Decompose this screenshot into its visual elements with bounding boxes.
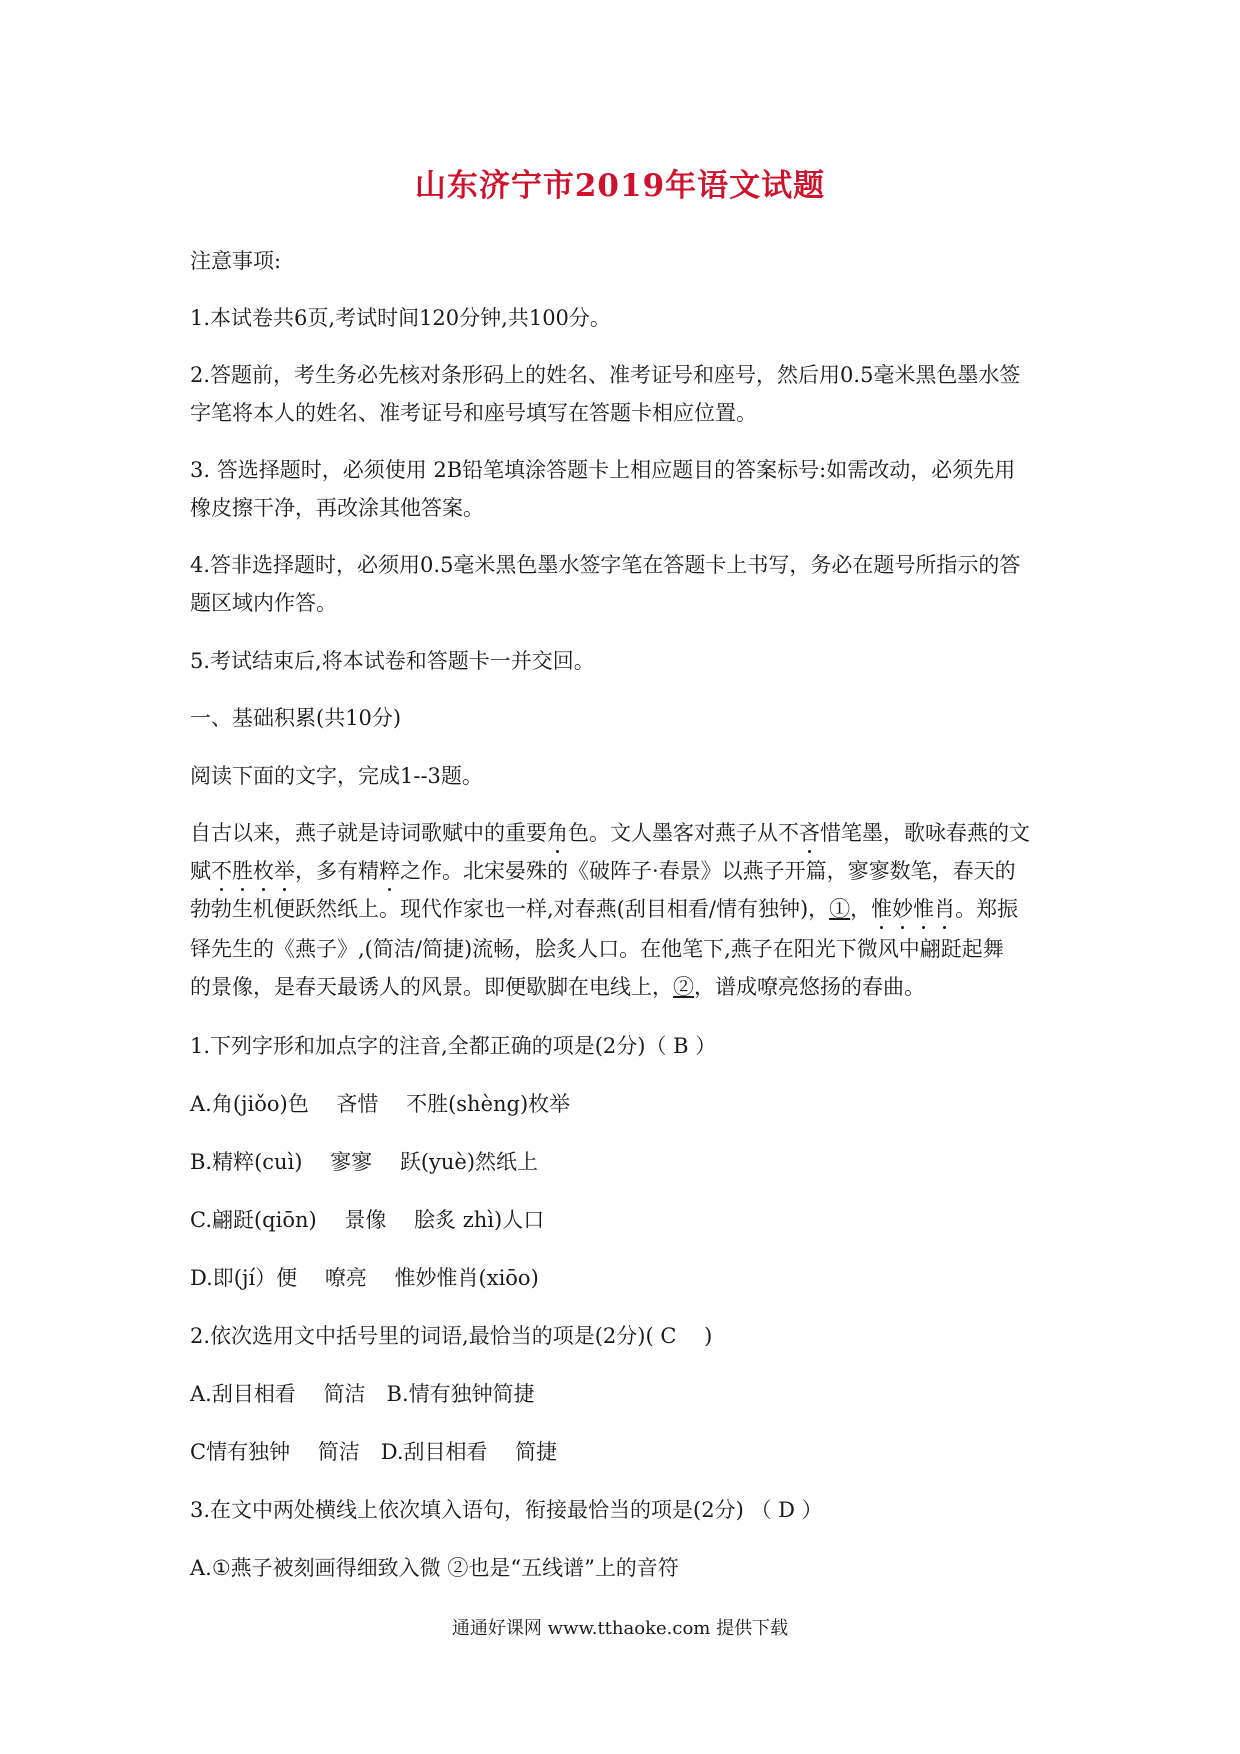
- question-option: C.翩跹(qiōn) 景像 脍炙 zhì)人口: [190, 1208, 545, 1232]
- section-heading: 一、基础积累(共10分): [190, 706, 402, 730]
- passage-line: 赋不胜枚举，多有精粹之作。北宋晏殊的《破阵子·春景》以燕子开篇，寥寥数笔，春天的: [190, 855, 1070, 885]
- dotted-character: 角: [547, 817, 568, 847]
- notice-item: 字笔将本人的姓名、准考证号和座号填写在答题卡相应位置。: [190, 401, 757, 425]
- dotted-character: 肖: [934, 893, 955, 923]
- notice-item: 2.答题前，考生务必先核对条形码上的姓名、准考证号和座号，然后用0.5毫米黑色墨水签: [190, 363, 1021, 387]
- page-title: 山东济宁市2019年语文试题: [414, 168, 826, 204]
- question-option: C情有独钟 简洁 D.刮目相看 简捷: [190, 1440, 558, 1464]
- page-footer: 通通好课网 www.tthaoke.com 提供下载: [451, 1618, 789, 1639]
- passage-line: 的景像，是春天最诱人的风景。即便歇脚在电线上，②，谱成嘹亮悠扬的春曲。: [190, 975, 925, 999]
- dotted-character: 吝: [799, 817, 820, 847]
- passage-line: 自古以来，燕子就是诗词歌赋中的重要角色。文人墨客对燕子从不吝惜笔墨，歌咏春燕的文: [190, 817, 1070, 847]
- question-option: A.角(jiǒo)色 吝惜 不胜(shèng)枚举: [190, 1092, 571, 1116]
- notice-item: 1.本试卷共6页,考试时间120分钟,共100分。: [190, 306, 611, 330]
- dotted-character: 惟: [871, 893, 892, 923]
- dotted-character: 胜: [232, 855, 253, 885]
- notice-item: 3. 答选择题时，必须使用 2B铅笔填涂答题卡上相应题目的答案标号:如需改动，必须先用: [190, 458, 1016, 482]
- dotted-character: 枚: [253, 855, 274, 885]
- dotted-character: 举: [274, 855, 295, 885]
- notice-item: 橡皮擦干净，再改涂其他答案。: [190, 496, 484, 520]
- question-option: B.精粹(cuì) 寥寥 跃(yuè)然纸上: [190, 1150, 539, 1174]
- dotted-character: 惟: [913, 893, 934, 923]
- notice-item: 4.答非选择题时，必须用0.5毫米黑色墨水签字笔在答题卡上书写，务必在题号所指示的答: [190, 553, 1021, 577]
- dotted-character: 妙: [892, 893, 913, 923]
- question-stem: 3.在文中两处横线上依次填入语句，衔接最恰当的项是(2分) （ D ）: [190, 1498, 823, 1522]
- question-stem: 2.依次选用文中括号里的词语,最恰当的项是(2分)( C ): [190, 1324, 713, 1348]
- passage-line: 铎先生的《燕子》,(简洁/简捷)流畅，脍炙人口。在他笔下,燕子在阳光下微风中翩跹起舞: [190, 937, 1004, 961]
- question-option: D.即(jí）便 嘹亮 惟妙惟肖(xiōo): [190, 1266, 539, 1290]
- notice-heading: 注意事项:: [190, 249, 282, 273]
- blank-marker-2: ②: [673, 975, 694, 999]
- blank-marker-1: ①: [829, 897, 851, 921]
- question-option: A.刮目相看 简洁 B.情有独钟简捷: [190, 1382, 535, 1406]
- notice-item: 5.考试结束后,将本试卷和答题卡一并交回。: [190, 649, 595, 673]
- reading-instruction: 阅读下面的文字，完成1--3题。: [190, 764, 483, 788]
- dotted-character: 不: [211, 855, 232, 885]
- question-option: A.①燕子被刻画得细致入微 ②也是“五线谱”上的音符: [190, 1556, 679, 1580]
- notice-item: 题区域内作答。: [190, 591, 337, 615]
- dotted-character: 粹: [379, 855, 400, 885]
- question-stem: 1.下列字形和加点字的注音,全都正确的项是(2分)（ B ）: [190, 1034, 717, 1058]
- passage-line: 勃勃生机便跃然纸上。现代作家也一样,对春燕(刮目相看/情有独钟)，①，惟妙惟肖。郑振: [190, 893, 1070, 923]
